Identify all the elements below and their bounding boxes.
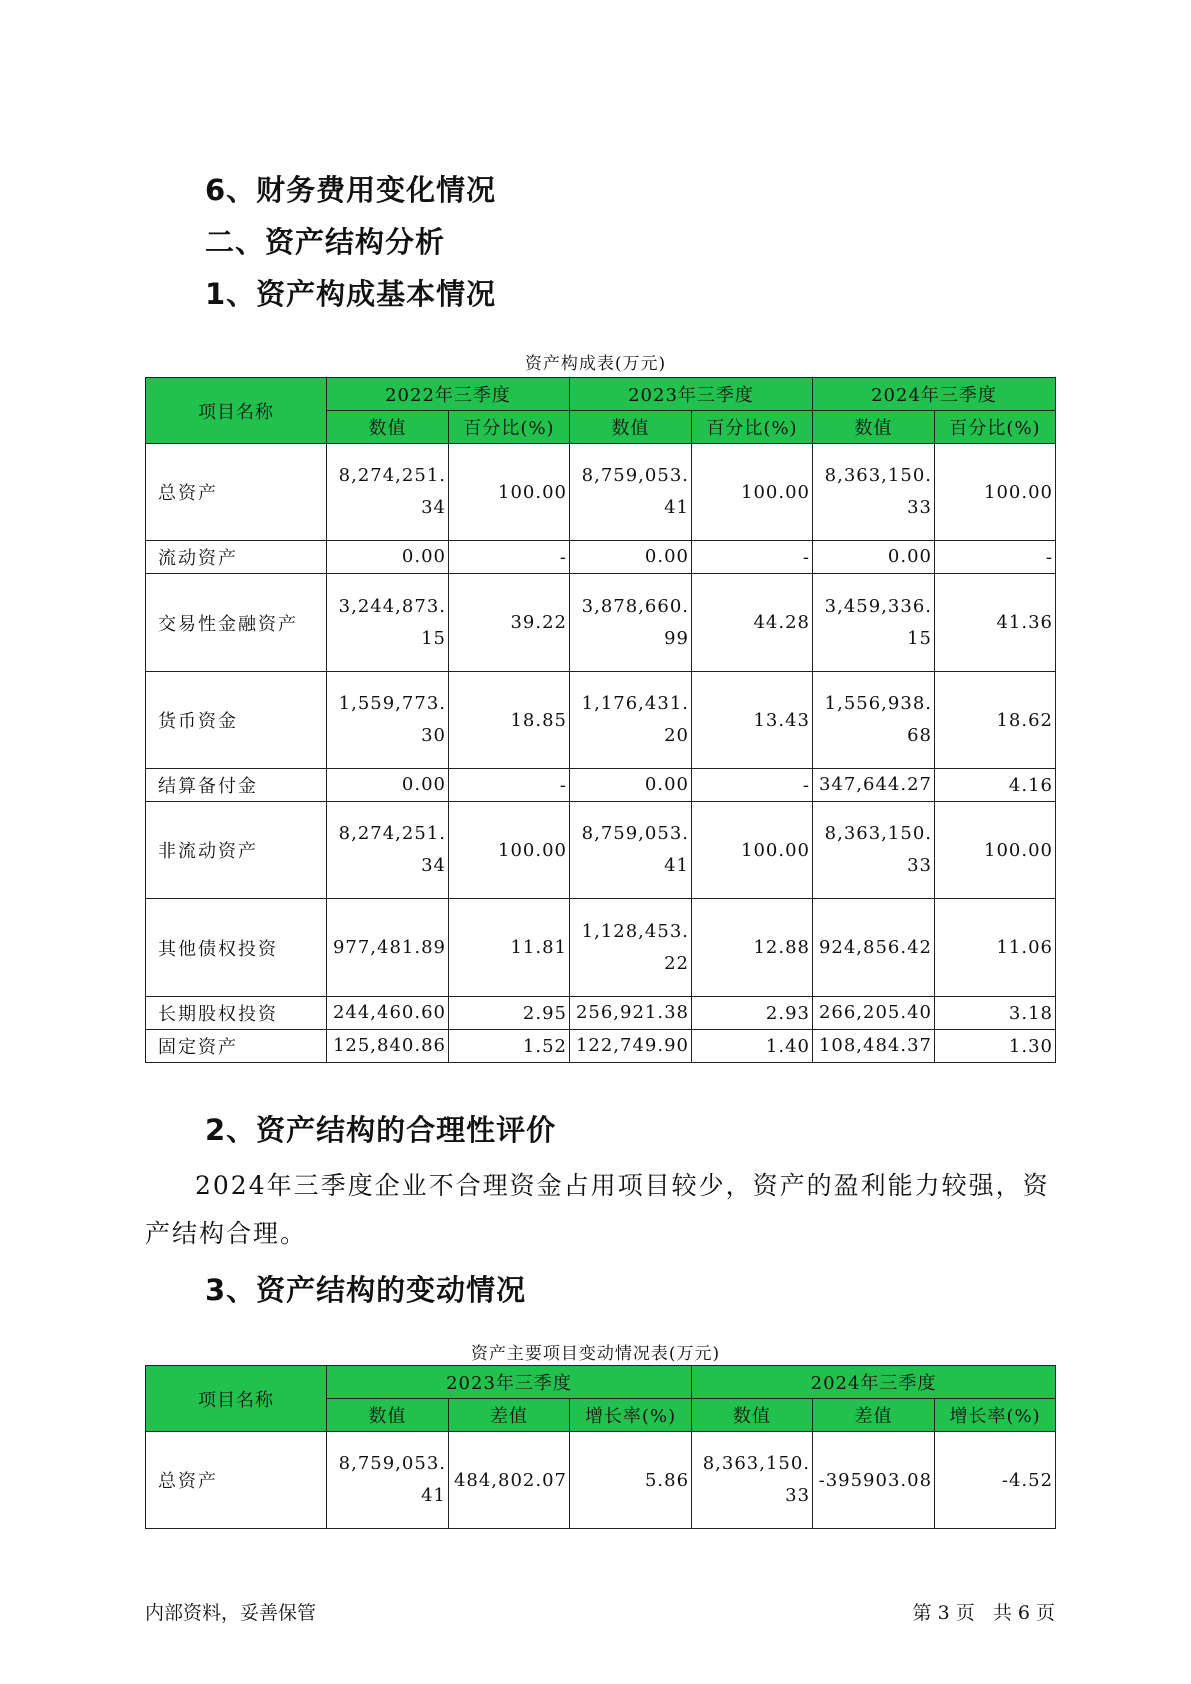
heading-structure-rationality: 2、资产结构的合理性评价 — [205, 1113, 557, 1147]
value-cell: - — [449, 541, 570, 574]
table-row — [146, 672, 1056, 769]
table-row — [146, 1030, 1056, 1063]
value-cell: 0.00 — [327, 769, 449, 802]
table-row — [146, 444, 1056, 541]
table-row — [146, 899, 1056, 997]
subheader-cell: 数值 — [327, 1399, 449, 1432]
subheader-cell: 数值 — [813, 411, 935, 444]
value-cell: 256,921.38 — [570, 997, 692, 1030]
table-row — [146, 802, 1056, 899]
value-cell: 1,556,938.68 — [813, 672, 935, 769]
value-cell: 100.00 — [935, 802, 1056, 899]
value-cell: 977,481.89 — [327, 899, 449, 997]
asset-name-cell: 结算备付金 — [146, 769, 327, 802]
value-cell: 8,759,053.41 — [570, 444, 692, 541]
heading-financial-expense: 6、财务费用变化情况 — [205, 173, 497, 207]
value-cell: 100.00 — [449, 802, 570, 899]
value-cell: 484,802.07 — [449, 1432, 570, 1529]
subheader-cell: 数值 — [570, 411, 692, 444]
asset-name-cell: 货币资金 — [146, 672, 327, 769]
value-cell: 11.81 — [449, 899, 570, 997]
value-cell: 1,176,431.20 — [570, 672, 692, 769]
footer-page-number: 第 3 页 共 6 页 — [912, 1602, 1055, 1624]
asset-name-cell: 长期股权投资 — [146, 997, 327, 1030]
asset-composition-table — [145, 377, 1056, 1063]
value-cell: - — [692, 769, 813, 802]
asset-name-cell: 流动资产 — [146, 541, 327, 574]
table-row — [146, 574, 1056, 672]
heading-structure-change: 3、资产结构的变动情况 — [205, 1273, 527, 1307]
value-cell: 108,484.37 — [813, 1030, 935, 1063]
item-name-header: 项目名称 — [146, 1366, 327, 1432]
asset-name-cell: 交易性金融资产 — [146, 574, 327, 672]
value-cell: 8,274,251.34 — [327, 802, 449, 899]
rationality-paragraph: 2024年三季度企业不合理资金占用项目较少，资产的盈利能力较强，资产结构合理。 — [145, 1171, 1050, 1248]
heading-asset-composition: 1、资产构成基本情况 — [205, 277, 497, 311]
subheader-cell: 百分比(%) — [449, 411, 570, 444]
item-name-header: 项目名称 — [146, 378, 327, 444]
table-row — [146, 769, 1056, 802]
value-cell: 3,244,873.15 — [327, 574, 449, 672]
value-cell: 11.06 — [935, 899, 1056, 997]
value-cell: 3.18 — [935, 997, 1056, 1030]
value-cell: 18.62 — [935, 672, 1056, 769]
value-cell: 2.95 — [449, 997, 570, 1030]
asset-name-cell: 总资产 — [146, 444, 327, 541]
period-header: 2024年三季度 — [813, 378, 1056, 411]
value-cell: 8,363,150.33 — [692, 1432, 813, 1529]
period-header: 2022年三季度 — [327, 378, 570, 411]
change-name-cell: 总资产 — [146, 1432, 327, 1529]
heading-asset-structure-analysis: 二、资产结构分析 — [205, 225, 446, 259]
value-cell: 1.52 — [449, 1030, 570, 1063]
value-cell: 8,363,150.33 — [813, 444, 935, 541]
value-cell: 8,759,053.41 — [570, 802, 692, 899]
subheader-cell: 增长率(%) — [570, 1399, 692, 1432]
value-cell: 1.40 — [692, 1030, 813, 1063]
value-cell: 125,840.86 — [327, 1030, 449, 1063]
subheader-cell: 百分比(%) — [692, 411, 813, 444]
value-cell: 122,749.90 — [570, 1030, 692, 1063]
value-cell: 44.28 — [692, 574, 813, 672]
value-cell: 0.00 — [570, 541, 692, 574]
subheader-cell: 数值 — [692, 1399, 813, 1432]
value-cell: 924,856.42 — [813, 899, 935, 997]
value-cell: 100.00 — [449, 444, 570, 541]
value-cell: 8,363,150.33 — [813, 802, 935, 899]
subheader-cell: 百分比(%) — [935, 411, 1056, 444]
asset-name-cell: 非流动资产 — [146, 802, 327, 899]
subheader-cell: 差值 — [813, 1399, 935, 1432]
subheader-cell: 差值 — [449, 1399, 570, 1432]
value-cell: 100.00 — [935, 444, 1056, 541]
value-cell: 4.16 — [935, 769, 1056, 802]
value-cell: 13.43 — [692, 672, 813, 769]
value-cell: 12.88 — [692, 899, 813, 997]
asset-change-table — [145, 1365, 1056, 1529]
value-cell: 100.00 — [692, 802, 813, 899]
value-cell: -395903.08 — [813, 1432, 935, 1529]
value-cell: 5.86 — [570, 1432, 692, 1529]
value-cell: 0.00 — [327, 541, 449, 574]
table1-caption: 资产构成表(万元) — [524, 354, 667, 374]
value-cell: 266,205.40 — [813, 997, 935, 1030]
value-cell: 39.22 — [449, 574, 570, 672]
asset-name-cell: 其他债权投资 — [146, 899, 327, 997]
value-cell: 3,459,336.15 — [813, 574, 935, 672]
asset-name-cell: 固定资产 — [146, 1030, 327, 1063]
value-cell: 1.30 — [935, 1030, 1056, 1063]
period-header: 2023年三季度 — [327, 1366, 692, 1399]
value-cell: 3,878,660.99 — [570, 574, 692, 672]
table-row — [146, 997, 1056, 1030]
period-header: 2023年三季度 — [570, 378, 813, 411]
subheader-cell: 增长率(%) — [935, 1399, 1056, 1432]
value-cell: 2.93 — [692, 997, 813, 1030]
value-cell: 8,274,251.34 — [327, 444, 449, 541]
period-header: 2024年三季度 — [692, 1366, 1056, 1399]
value-cell: 8,759,053.41 — [327, 1432, 449, 1529]
value-cell: 0.00 — [813, 541, 935, 574]
value-cell: - — [449, 769, 570, 802]
value-cell: 41.36 — [935, 574, 1056, 672]
subheader-cell: 数值 — [327, 411, 449, 444]
value-cell: - — [692, 541, 813, 574]
table-row — [146, 1432, 1056, 1529]
table2-caption: 资产主要项目变动情况表(万元) — [470, 1344, 721, 1364]
footer-confidential: 内部资料，妥善保管 — [145, 1602, 317, 1624]
value-cell: -4.52 — [935, 1432, 1056, 1529]
value-cell: - — [935, 541, 1056, 574]
value-cell: 100.00 — [692, 444, 813, 541]
value-cell: 244,460.60 — [327, 997, 449, 1030]
value-cell: 347,644.27 — [813, 769, 935, 802]
value-cell: 1,559,773.30 — [327, 672, 449, 769]
value-cell: 18.85 — [449, 672, 570, 769]
table-row — [146, 541, 1056, 574]
value-cell: 0.00 — [570, 769, 692, 802]
value-cell: 1,128,453.22 — [570, 899, 692, 997]
header-row — [146, 1366, 1056, 1399]
header-row — [146, 378, 1056, 411]
